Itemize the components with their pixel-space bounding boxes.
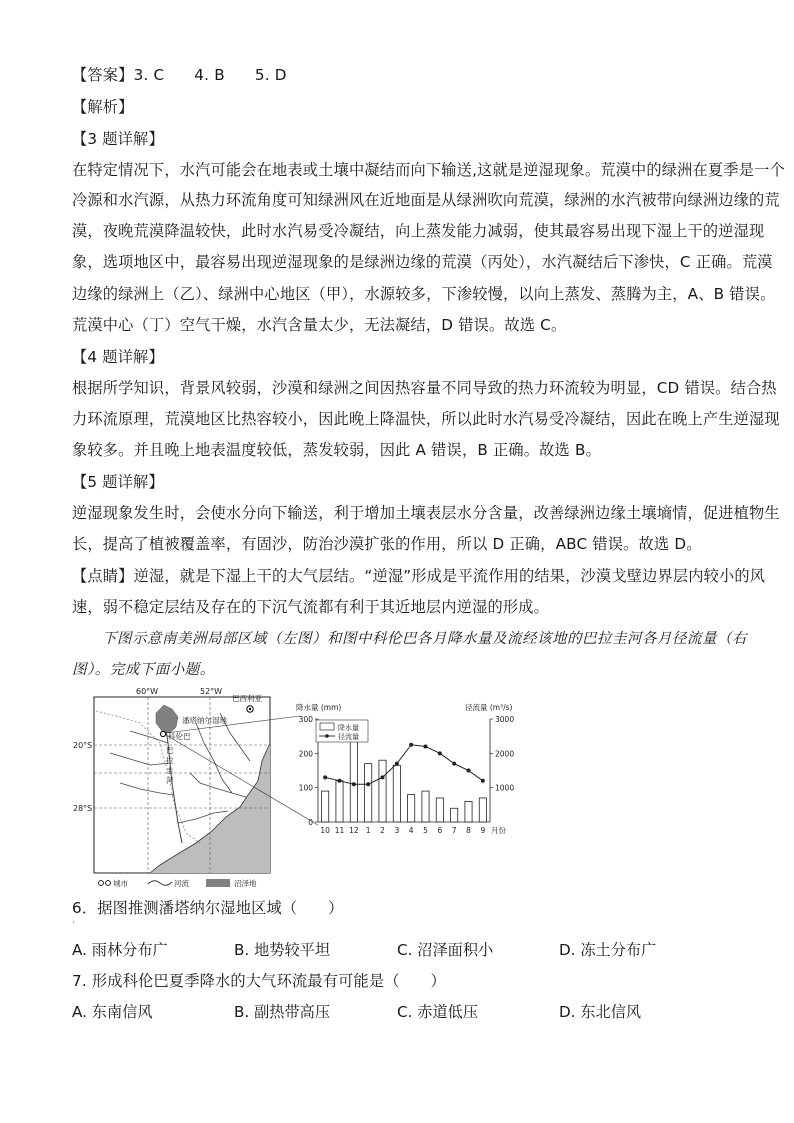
answer-label: 【答案】 (72, 66, 134, 84)
y-tick-label-right: 2000 (495, 749, 515, 759)
city-corumba-marker (160, 731, 165, 736)
runoff-point (352, 782, 356, 786)
q3-line: 象，选项地区中，最容易出现逆湿现象的是绿洲边缘的荒漠（丙处），水汽凝结后下渗快，C 正确。荒漠 (72, 253, 773, 271)
tip-line: 速，弱不稳定层结及存在的下沉气流都有利于其近地层内逆湿的形成。 (72, 598, 550, 616)
q7-option-c[interactable]: C. 赤道低压 (397, 1003, 479, 1021)
precip-bar (408, 795, 415, 822)
runoff-point (409, 743, 413, 747)
q3-line: 漠，夜晚荒漠降温较快，此时水汽易受冷凝结，向上蒸发能力减弱，使其最容易出现下湿上干的逆湿现 (72, 222, 765, 240)
x-tick-label: 11 (334, 826, 345, 835)
precip-bars (322, 740, 487, 822)
wetland-area (156, 705, 178, 733)
precip-bar (465, 801, 472, 822)
q4-line: 根据所学知识，背景风较弱，沙漠和绿洲之间因热容量不同导致的热力环流较为明显，CD 错误。结合热 (72, 379, 777, 397)
q3-line: 冷源和水汽源，从热力环流角度可知绿洲风在近地面是从绿洲吹向荒漠，绿洲的水汽被带向绿洲边缘的荒 (72, 191, 780, 209)
q7-option-b[interactable]: B. 副热带高压 (234, 1003, 331, 1021)
precip-bar (350, 740, 357, 822)
x-tick-label: 5 (423, 826, 428, 835)
tip-label: 【点睛】 (72, 567, 134, 585)
q7-option-a[interactable]: A. 东南信风 (72, 1003, 153, 1021)
y-tick-label-right: 3000 (495, 715, 515, 724)
precip-bar (336, 781, 343, 822)
x-tick-label: 9 (480, 826, 486, 835)
precip-bar (479, 798, 486, 822)
chart (296, 702, 514, 835)
x-tick-label: 6 (437, 826, 443, 835)
q5-line: 逆湿现象发生时，会使水分向下输送，利于增加土壤表层水分含量，改善绿洲边缘土壤墒情，促进植物生 (72, 504, 780, 522)
precip-bar (393, 765, 400, 822)
x-tick-label: 7 (451, 826, 457, 835)
legend-river-icon (148, 881, 172, 886)
map (73, 687, 318, 888)
runoff-point (438, 751, 442, 755)
legend-city-icon (99, 881, 104, 886)
legend-runoff-label: 径流量 (338, 733, 359, 741)
tip-line (72, 565, 765, 587)
precip-bar (365, 764, 372, 822)
runoff-point (395, 762, 399, 766)
river-label-char: 拉 (166, 756, 174, 765)
lat-label: 20°S (73, 741, 93, 750)
q6-option-b[interactable]: B. 地势较平坦 (234, 941, 331, 959)
y-tick-label-left: 0 (308, 818, 313, 827)
y-tick-label-left: 100 (298, 783, 313, 793)
q5-line: 长，提高了植被覆盖率，有固沙，防治沙漠扩张的作用，所以 D 正确，ABC 错误。故选 D。 (72, 535, 702, 553)
precip-bar (436, 798, 443, 822)
legend-line-marker (325, 734, 329, 738)
precip-bar (379, 760, 386, 822)
river-branch (196, 723, 232, 793)
legend-wetland-icon (206, 879, 230, 887)
y-tick-label-right: 1000 (495, 783, 515, 793)
q3-line: 荒漠中心（丁）空气干燥，水汽含量太少，无法凝结，D 错误。故选 C。 (72, 316, 567, 334)
runoff-point (467, 769, 471, 773)
chart-legend (316, 720, 368, 742)
runoff-point (381, 775, 385, 779)
q6-option-c[interactable]: C. 沼泽面积小 (397, 941, 494, 959)
river-label-char: 圭 (166, 766, 174, 775)
lon-label: 60°W (136, 687, 159, 696)
runoff-polyline (325, 745, 483, 784)
city-label: 科伦巴 (168, 732, 191, 741)
answer-item: 4. B (194, 66, 225, 84)
analysis-label: 【解析】 (72, 98, 134, 116)
runoff-point (323, 775, 327, 779)
legend-wetland-label: 沼泽地 (234, 879, 257, 888)
intro-line: 下图示意南美洲局部区域（左图）和图中科伦巴各月降水量及流经该地的巴拉圭河各月径流量（右 (102, 631, 747, 647)
legend-precip-label: 降水量 (338, 724, 359, 732)
answer-item: 5. D (254, 66, 287, 84)
wetland-label: 潘塔纳尔湿地 (182, 716, 227, 725)
y-tick-label-left: 200 (298, 749, 313, 759)
q6-stem: 6．据图推测潘塔纳尔湿地区域（ ） (72, 899, 344, 917)
runoff-point (366, 782, 370, 786)
precip-bar (422, 791, 429, 822)
q6-option-d[interactable]: D. 冻土分布广 (559, 941, 657, 959)
legend-capital-icon (106, 881, 111, 886)
x-axis-suffix: 月份 (491, 826, 506, 835)
x-tick-label: 2 (380, 826, 385, 835)
q4-heading: 【4 题详解】 (72, 348, 164, 366)
capital-dot (249, 708, 251, 710)
legend-city-label: 城市 (113, 879, 128, 888)
river-branch (190, 773, 246, 797)
q6-dot: · (72, 918, 75, 927)
x-tick-label: 12 (349, 826, 359, 835)
legend-river-label: 河流 (174, 879, 189, 888)
precip-bar (451, 808, 458, 822)
intro-line: 图）。完成下面小题。 (72, 662, 215, 678)
river-label-char: 巴 (166, 746, 174, 755)
runoff-line (323, 743, 485, 786)
chart-ylabel-right: 径流量 (m³/s) (465, 703, 513, 712)
river-branch (178, 811, 228, 823)
q5-heading: 【5 题详解】 (72, 473, 164, 491)
q3-line: 在特定情况下，水汽可能会在地表或土壤中凝结而向下输送,这就是逆湿现象。荒漠中的绿洲在夏季是一个 (72, 161, 785, 179)
runoff-point (452, 762, 456, 766)
x-tick-label: 3 (394, 826, 400, 835)
x-tick-label: 4 (408, 826, 414, 835)
x-tick-label: 1 (365, 826, 371, 835)
runoff-point (424, 744, 428, 748)
tip-text: 逆湿，就是下湿上干的大气层结。“逆湿”形成是平流作用的结果，沙漠戈壁边界层内较小的风 (133, 567, 766, 585)
x-tick-label: 8 (466, 826, 471, 835)
legend-bar-icon (320, 723, 334, 730)
q7-stem: 7. 形成科伦巴夏季降水的大气环流最有可能是（ ） (72, 972, 446, 990)
country-label: 巴西利亚 (232, 694, 262, 703)
q6-option-a[interactable]: A. 雨林分布广 (72, 941, 168, 959)
map-legend (99, 878, 257, 888)
q3-line: 边缘的绿洲上（乙）、绿洲中心地区（甲），水源较多，下渗较慢，以向上蒸发、蒸腾为主，A、B 错误。 (72, 285, 776, 303)
precip-bar (322, 791, 329, 822)
lat-label: 28°S (73, 804, 93, 813)
q7-option-d[interactable]: D. 东北信风 (559, 1003, 642, 1021)
lon-label: 52°W (200, 687, 223, 696)
river-branch (110, 753, 170, 765)
river-label-char: 河 (166, 776, 174, 785)
y-tick-label-left: 300 (298, 715, 313, 724)
q4-line: 力环流原理，荒漠地区比热容较小，因此晚上降温快，所以此时水汽易受冷凝结，因此在晚上产生逆湿现 (72, 410, 780, 428)
x-tick-label: 10 (320, 826, 330, 835)
answer-item: 3. C (133, 66, 165, 84)
runoff-point (338, 779, 342, 783)
runoff-point (481, 779, 485, 783)
figure (0, 683, 794, 893)
answer-line (72, 64, 287, 86)
q3-heading: 【3 题详解】 (72, 130, 164, 148)
q4-line: 象较多。并且晚上地表温度较低，蒸发较弱，因此 A 错误，B 正确。故选 B。 (72, 441, 601, 459)
chart-ylabel-left: 降水量 (mm) (296, 703, 342, 712)
